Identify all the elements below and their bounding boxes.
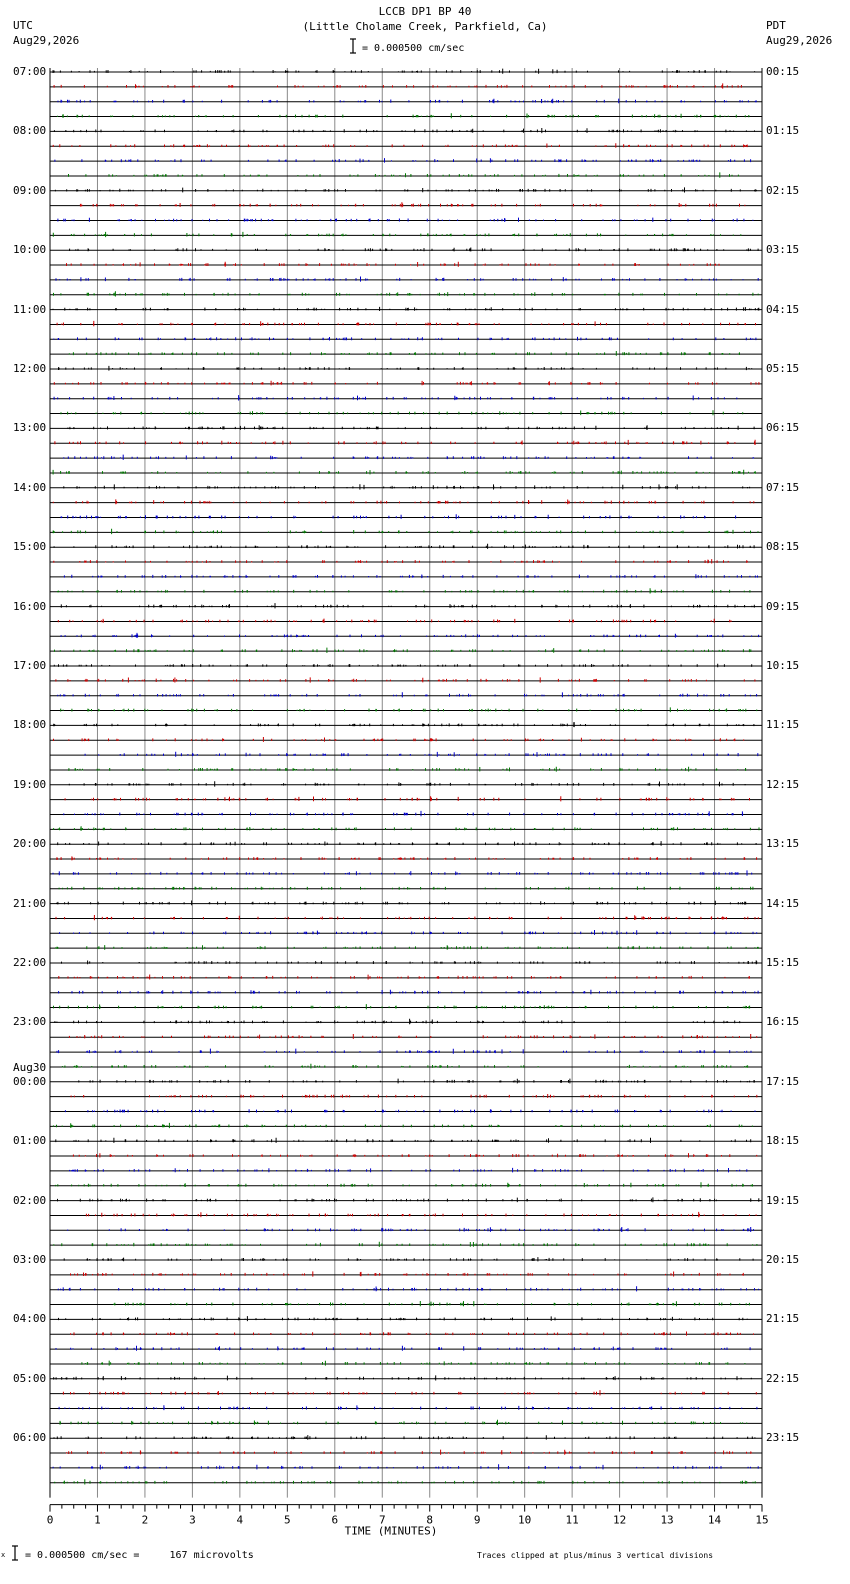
trace-noise (53, 499, 754, 504)
trace-noise (54, 722, 754, 727)
utc-hour-label: 09:00 (13, 183, 47, 197)
trace-noise (54, 826, 759, 831)
trace-noise (61, 603, 754, 608)
utc-hour-label: 04:00 (13, 1312, 47, 1326)
trace-noise (54, 664, 751, 668)
utc-hour-label: 14:00 (13, 480, 47, 494)
trace-noise (68, 1227, 754, 1232)
trace-noise (54, 1375, 752, 1380)
scale-label: = 0.000500 cm/sec (362, 43, 465, 54)
trace-noise (64, 484, 750, 489)
trace-noise (68, 425, 754, 430)
trace-noise (80, 202, 745, 207)
trace-noise (85, 752, 758, 757)
trace-noise (62, 960, 757, 964)
x-tick-label: 7 (378, 1513, 386, 1527)
trace-noise (54, 291, 759, 296)
trace-noise (56, 1346, 750, 1351)
x-tick-label: 3 (189, 1513, 196, 1527)
pdt-hour-label: 04:15 (766, 302, 800, 316)
utc-hour-label: 18:00 (13, 718, 47, 732)
pdt-hour-label: 09:15 (766, 599, 800, 613)
trace-noise (69, 1034, 756, 1039)
trace-noise (53, 1123, 752, 1128)
pdt-hour-label: 03:15 (766, 243, 800, 257)
trace-noise (58, 841, 756, 846)
footer-scale-icon (10, 1545, 20, 1561)
utc-hour-label: 22:00 (13, 956, 47, 969)
trace-noise (54, 559, 747, 563)
x-tick-label: 11 (565, 1513, 579, 1527)
trace-noise (58, 692, 757, 697)
utc-hour-label: 19:00 (13, 777, 47, 791)
x-tick-label: 1 (94, 1513, 101, 1527)
trace-noise (67, 262, 720, 267)
x-tick-label: 4 (236, 1513, 244, 1527)
utc-hour-label: 10:00 (13, 243, 47, 257)
utc-hour-label: 12:00 (13, 362, 47, 375)
pdt-hour-label: 23:15 (766, 1431, 800, 1445)
trace-noise (70, 1168, 747, 1173)
x-axis-title: TIME (MINUTES) (344, 1524, 438, 1538)
x-tick-label: 14 (707, 1513, 722, 1527)
trace-noise (54, 544, 754, 549)
trace-noise (56, 677, 755, 682)
trace-noise (58, 619, 731, 623)
trace-noise (54, 1435, 755, 1440)
trace-noise (54, 395, 737, 400)
pdt-hour-label: 19:15 (766, 1193, 800, 1207)
pdt-hour-label: 10:15 (766, 659, 800, 672)
pdt-hour-label: 11:15 (766, 718, 800, 732)
trace-noise (56, 915, 758, 920)
trace-noise (54, 737, 744, 742)
trace-noise (69, 767, 746, 772)
x-tick-label: 13 (660, 1513, 674, 1527)
utc-hour-label: 08:00 (13, 124, 47, 138)
pdt-hour-label: 15:15 (766, 956, 800, 969)
trace-noise (59, 975, 750, 980)
trace-noise (55, 187, 756, 192)
trace-noise (59, 366, 752, 371)
trace-noise (60, 1420, 747, 1425)
left-timezone-label: UTC (13, 19, 33, 32)
utc-hour-label: 21:00 (13, 896, 47, 910)
trace-noise (54, 128, 754, 133)
x-tick-label: 10 (518, 1513, 532, 1527)
trace-noise (71, 1332, 754, 1336)
trace-noise (58, 588, 750, 593)
trace-noise (53, 69, 755, 74)
trace-noise (56, 945, 758, 950)
trace-noise (53, 143, 747, 147)
utc-hour-label: 16:00 (13, 599, 47, 613)
trace-noise (57, 1049, 751, 1054)
utc-hour-label: 02:00 (13, 1193, 47, 1207)
pdt-hour-label: 05:15 (766, 362, 800, 375)
trace-noise (65, 796, 749, 801)
trace-noise (53, 1464, 758, 1469)
trace-noise (58, 218, 753, 222)
trace-noise (71, 1094, 757, 1098)
footer-corner-mark: x (1, 1551, 6, 1559)
trace-noise (114, 1301, 750, 1306)
utc-hour-label: 07:00 (13, 65, 47, 78)
trace-noise (54, 1242, 757, 1247)
utc-hour-label: 05:00 (13, 1371, 47, 1385)
trace-noise (53, 232, 741, 237)
pdt-hour-label: 01:15 (766, 124, 800, 138)
trace-noise (57, 321, 755, 326)
trace-noise (70, 248, 759, 252)
trace-noise (53, 870, 752, 875)
trace-noise (61, 514, 736, 519)
footer-scale-text: = 0.000500 cm/sec = 167 microvolts (25, 1550, 254, 1561)
trace-noise (55, 1019, 740, 1024)
trace-noise (69, 172, 739, 177)
trace-noise (69, 351, 739, 356)
pdt-hour-label: 14:15 (766, 896, 800, 910)
x-tick-label: 12 (612, 1513, 627, 1527)
date-change-label: Aug30 (13, 1060, 47, 1074)
utc-hour-label: 06:00 (13, 1431, 47, 1445)
trace-noise (67, 1450, 752, 1455)
x-tick-label: 15 (755, 1513, 769, 1527)
pdt-hour-label: 06:15 (766, 421, 800, 435)
utc-hour-label: 23:00 (13, 1015, 47, 1029)
trace-noise (54, 1004, 750, 1009)
x-tick-label: 8 (426, 1513, 434, 1527)
x-tick-label: 5 (284, 1513, 291, 1527)
trace-noise (64, 1257, 753, 1261)
footer-clip-note: Traces clipped at plus/minus 3 vertical divisions (477, 1551, 714, 1560)
trace-noise (53, 307, 759, 311)
right-date-label: Aug29,2026 (766, 34, 833, 47)
trace-noise (64, 574, 757, 578)
trace-noise (55, 1479, 756, 1484)
pdt-hour-label: 22:15 (766, 1371, 800, 1385)
left-date-label: Aug29,2026 (13, 34, 80, 47)
trace-noise (54, 337, 756, 341)
pdt-hour-label: 18:15 (766, 1134, 800, 1148)
x-tick-label: 2 (141, 1513, 149, 1527)
trace-noise (57, 856, 757, 860)
x-tick-label: 9 (473, 1513, 481, 1527)
trace-noise (61, 707, 757, 712)
trace-noise (58, 99, 756, 104)
trace-noise (61, 410, 743, 415)
trace-noise (53, 529, 758, 534)
trace-noise (86, 1212, 756, 1217)
utc-hour-label: 17:00 (13, 659, 47, 672)
trace-noise (59, 1405, 757, 1410)
chart-subtitle: (Little Cholame Creek, Parkfield, Ca) (302, 20, 548, 33)
pdt-hour-label: 16:15 (766, 1015, 800, 1029)
trace-noise (54, 83, 741, 88)
trace-noise (54, 381, 759, 386)
pdt-hour-label: 17:15 (766, 1074, 800, 1088)
x-tick-label: 0 (46, 1513, 54, 1527)
trace-noise (60, 930, 757, 935)
trace-noise (69, 781, 745, 786)
utc-hour-label: 13:00 (13, 421, 47, 435)
pdt-hour-label: 07:15 (766, 480, 800, 494)
right-timezone-label: PDT (766, 19, 786, 32)
trace-noise (63, 1390, 756, 1395)
utc-hour-label: 11:00 (13, 302, 47, 316)
pdt-hour-label: 20:15 (766, 1253, 800, 1266)
trace-noise (58, 1286, 758, 1291)
trace-noise (64, 455, 754, 460)
trace-noise (59, 990, 759, 994)
trace-noise (55, 158, 751, 163)
pdt-hour-label: 02:15 (766, 183, 800, 197)
trace-noise (56, 1138, 751, 1143)
x-tick-label: 6 (331, 1513, 339, 1527)
pdt-hour-label: 12:15 (766, 777, 800, 791)
utc-hour-label: 03:00 (13, 1253, 47, 1266)
trace-noise (59, 887, 753, 890)
trace-noise (57, 901, 746, 906)
trace-noise (56, 1182, 753, 1187)
utc-hour-label: 00:00 (13, 1074, 47, 1088)
pdt-hour-label: 21:15 (766, 1312, 800, 1326)
trace-noise (79, 1079, 755, 1084)
utc-hour-label: 01:00 (13, 1134, 47, 1148)
trace-noise (71, 1271, 744, 1276)
trace-noise (62, 1064, 747, 1069)
trace-noise (61, 633, 759, 638)
trace-noise (73, 1153, 756, 1157)
trace-noise (55, 440, 755, 445)
utc-hour-label: 20:00 (13, 837, 47, 851)
trace-noise (53, 470, 755, 475)
trace-noise (58, 1197, 759, 1202)
utc-hour-label: 15:00 (13, 540, 47, 554)
trace-noise (56, 277, 758, 282)
trace-noise (82, 1361, 745, 1366)
trace-noise (65, 1109, 755, 1112)
trace-noise (64, 811, 743, 816)
pdt-hour-label: 08:15 (766, 540, 800, 554)
pdt-hour-label: 00:15 (766, 65, 800, 78)
trace-noise (58, 113, 749, 118)
trace-noise (55, 648, 751, 653)
chart-title: LCCB DP1 BP 40 (378, 5, 472, 18)
pdt-hour-label: 13:15 (766, 837, 800, 851)
trace-noise (59, 1316, 748, 1321)
